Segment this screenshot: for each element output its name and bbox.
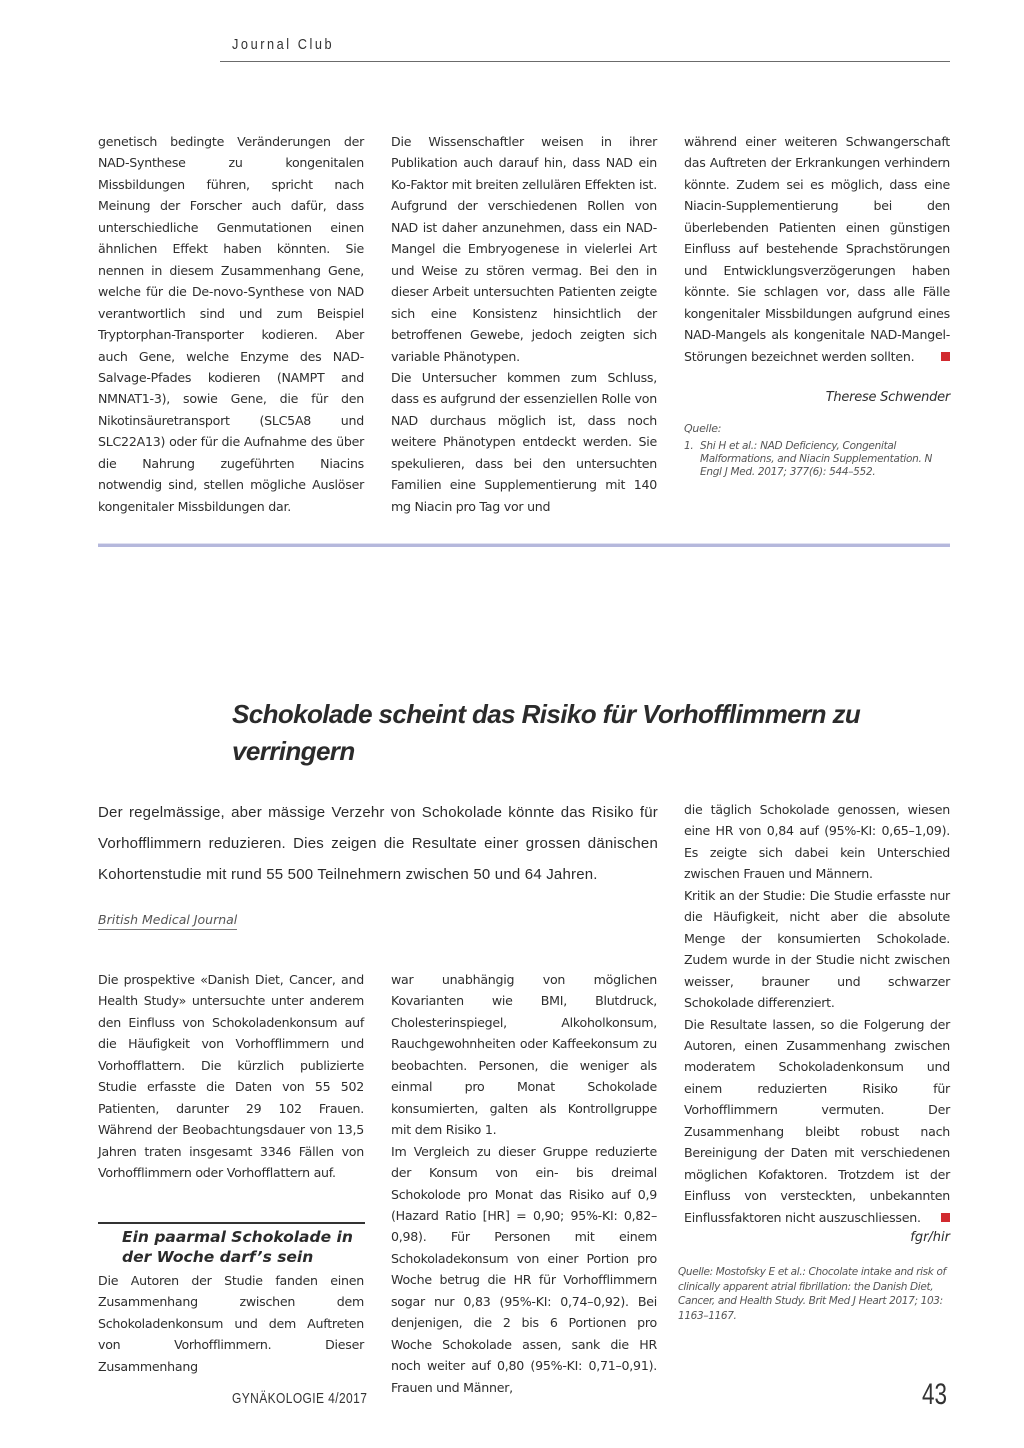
subheading: Ein paarmal Schokolade in der Woche darf’s sein [122, 1228, 353, 1266]
paragraph: war unabhängig von möglichen Kovarianten wie BMI, Blutdruck, Cholesterinspiegel, Alkoholkonsum, Rauchgewohnheiten oder Kaffeekonsum zu beobachten. Personen, die weniger als einmal pro Monat Schokolade konsumierten, galten als Kontrollgruppe mit dem Risiko 1. [391, 972, 657, 1138]
article1-column-2 [391, 131, 657, 517]
subheading-rule [98, 1222, 365, 1224]
header-rule [220, 61, 950, 62]
paragraph: Die Untersucher kommen zum Schluss, dass es aufgrund der essenziellen Rolle von NAD durchaus möglich ist, dass noch weitere Phänotypen entdeckt werden. Sie spekulieren, dass bei den untersuchten Familien eine Supplementierung mit 140 mg Niacin pro Tag vor und [391, 369, 657, 514]
page-number: 43 [922, 1378, 948, 1411]
paragraph: die täglich Schokolade genossen, wiesen eine HR von 0,84 auf (95%-KI: 0,65–1,09). Es zeigte sich dabei kein Unterschied zwischen Frauen und Männern. [684, 802, 950, 882]
article-title: Schokolade scheint das Risiko für Vorhofflimmern zu verringern [232, 699, 861, 766]
paragraph: Die prospektive «Danish Diet, Cancer, and Health Study» untersuchte unter anderem den Einfluss von Schokoladenkonsum auf die Häufigkeit von Vorhofflimmern und Vorhofflattern. Die kürzlich publizierte Studie erfasste die Daten von 55 502 Patienten, darunter 29 102 Frauen. Während der Beobachtungsdauer von 13,5 Jahren traten insgesamt 3346 Fällen von Vorhofflimmern oder Vorhofflattern auf. [98, 972, 364, 1181]
author-signature: fgr/hir [910, 1230, 950, 1245]
article1-column-3 [684, 131, 950, 479]
paragraph: Die Autoren der Studie fanden einen Zusammenhang zwischen dem Schokoladenkonsum und dem Auftreten von Vorhofflimmern. Dieser Zusammenhang [98, 1273, 364, 1374]
article2-column-2 [391, 969, 657, 1398]
source-item: 1. Shi H et al.: NAD Deficiency, Congenital Malformations, and Niacin Supplementation. N Engl J Med. 2017; 377(6): 544–552. [684, 440, 933, 479]
article-separator [98, 543, 950, 547]
end-mark-icon [941, 352, 950, 361]
running-head: Journal Club [232, 36, 335, 53]
article1-column-1 [98, 131, 364, 517]
paragraph: Die Wissenschaftler weisen in ihrer Publikation auch darauf hin, dass NAD ein Ko-Faktor mit breiten zellulären Effekten ist. Aufgrund der verschiedenen Rollen von NAD ist daher anzunehmen, dass ein NAD-Mangel die Embryogenese in vielerlei Art und Weise zu stören vermag. Bei den in dieser Arbeit untersuchten Patienten zeigte sich eine Konsistenz hinsichtlich der betroffenen Gewebe, jedoch zeigten sich variable Phänotypen. [391, 134, 657, 364]
source-citation: Quelle: Mostofsky E et al.: Chocolate intake and risk of clinically apparent atrial fibrillation: the Danish Diet, Cancer, and Health Study. Brit Med J Heart 2017; 103: 1163–1167. [678, 1266, 946, 1322]
paragraph: während einer weiteren Schwangerschaft das Auftreten der Erkrankungen verhindern könnte. Zudem sei es möglich, dass eine Niacin-Supplementierung bei den überlebenden Patienten einen günstigen Einfluss auf bestehende Sprachstörungen und Entwicklungsverzögerungen haben könnte. Sie schlagen vor, dass alle Fälle kongenitaler Missbildungen aufgrund eines NAD-Mangels als kongenitale NAD-Mangel-Störungen bezeichnet werden sollten. [684, 134, 950, 364]
end-mark-icon [941, 1213, 950, 1222]
source-label: Quelle: [684, 422, 722, 436]
paragraph: genetisch bedingte Veränderungen der NAD-Synthese zu kongenitalen Missbildungen führen, spricht nach Meinung der Forscher auch dafür, dass unterschiedliche Genmutationen einen ähnlichen Effekt haben könnten. Sie nennen in diesem Zusammenhang Gene, welche für die De-novo-Synthese von NAD verantwortlich sind und zum Beispiel Tryptorphan-Transporter kodieren. Aber auch Gene, welche Enzyme des NAD-Salvage-Pfades kodieren (NAMPT and NMNAT1-3), sowie Gene, die für den Nikotinsäuretransport (SLC5A8 und SLC22A13) oder für die Aufnahme des über die Nahrung zugeführten Niacins notwendig sind, stellen mögliche Auslöser kongenitaler Missbildungen dar. [98, 134, 364, 514]
article2-column-1 [98, 969, 364, 1184]
footer-journal-issue: GYNÄKOLOGIE 4/2017 [232, 1390, 368, 1407]
author-name: Therese Schwender [825, 389, 950, 405]
journal-source-link[interactable]: British Medical Journal [98, 912, 237, 930]
paragraph: Kritik an der Studie: Die Studie erfasste nur die Häufigkeit, nicht aber die absolute Menge der konsumierten Schokolade. Zudem wurde in der Studie nicht zwischen weisser, brauner und schwarzer Schokolade differenziert. [684, 887, 950, 1011]
article2-column-1-cont [98, 1270, 364, 1377]
article-lead: Der regelmässige, aber mässige Verzehr von Schokolade könnte das Risiko für Vorhofflimmern reduzieren. Dies zeigen die Resultate einer grossen dänischen Kohortenstudie mit rund 55 500 Teilnehmern zwischen 50 und 64 Jahren. [98, 804, 658, 883]
paragraph: Im Vergleich zu dieser Gruppe reduzierte der Konsum von ein- bis dreimal Schokolode pro Monat das Risiko auf 0,9 (Hazard Ratio [HR] = 0,90; 95%-KI: 0,82–0,98). Für Personen mit einem Schokoladekonsum von einer Portion pro Woche betrug die HR für Vorhofflimmern sogar nur 0,83 (95%-KI: 0,74–0,92). Bei denjenigen, die 2 bis 6 Portionen pro Woche Schokolade assen, sank die HR noch weiter auf 0,80 (95%-KI: 0,71–0,91). Frauen und Männer, [391, 1143, 657, 1395]
article2-column-3 [684, 799, 950, 1228]
paragraph: Die Resultate lassen, so die Folgerung der Autoren, einen Zusammenhang zwischen moderatem Schokoladenkonsum und einem reduzierten Risiko für Vorhofflimmern vermuten. Der Zusammenhang bleibt robust nach Bereinigung der Daten mit verschiedenen möglichen Kofaktoren. Trotzdem ist der Einfluss von versteckten, unbekannten Einflussfaktoren nicht auszuschliessen. [684, 1016, 950, 1225]
